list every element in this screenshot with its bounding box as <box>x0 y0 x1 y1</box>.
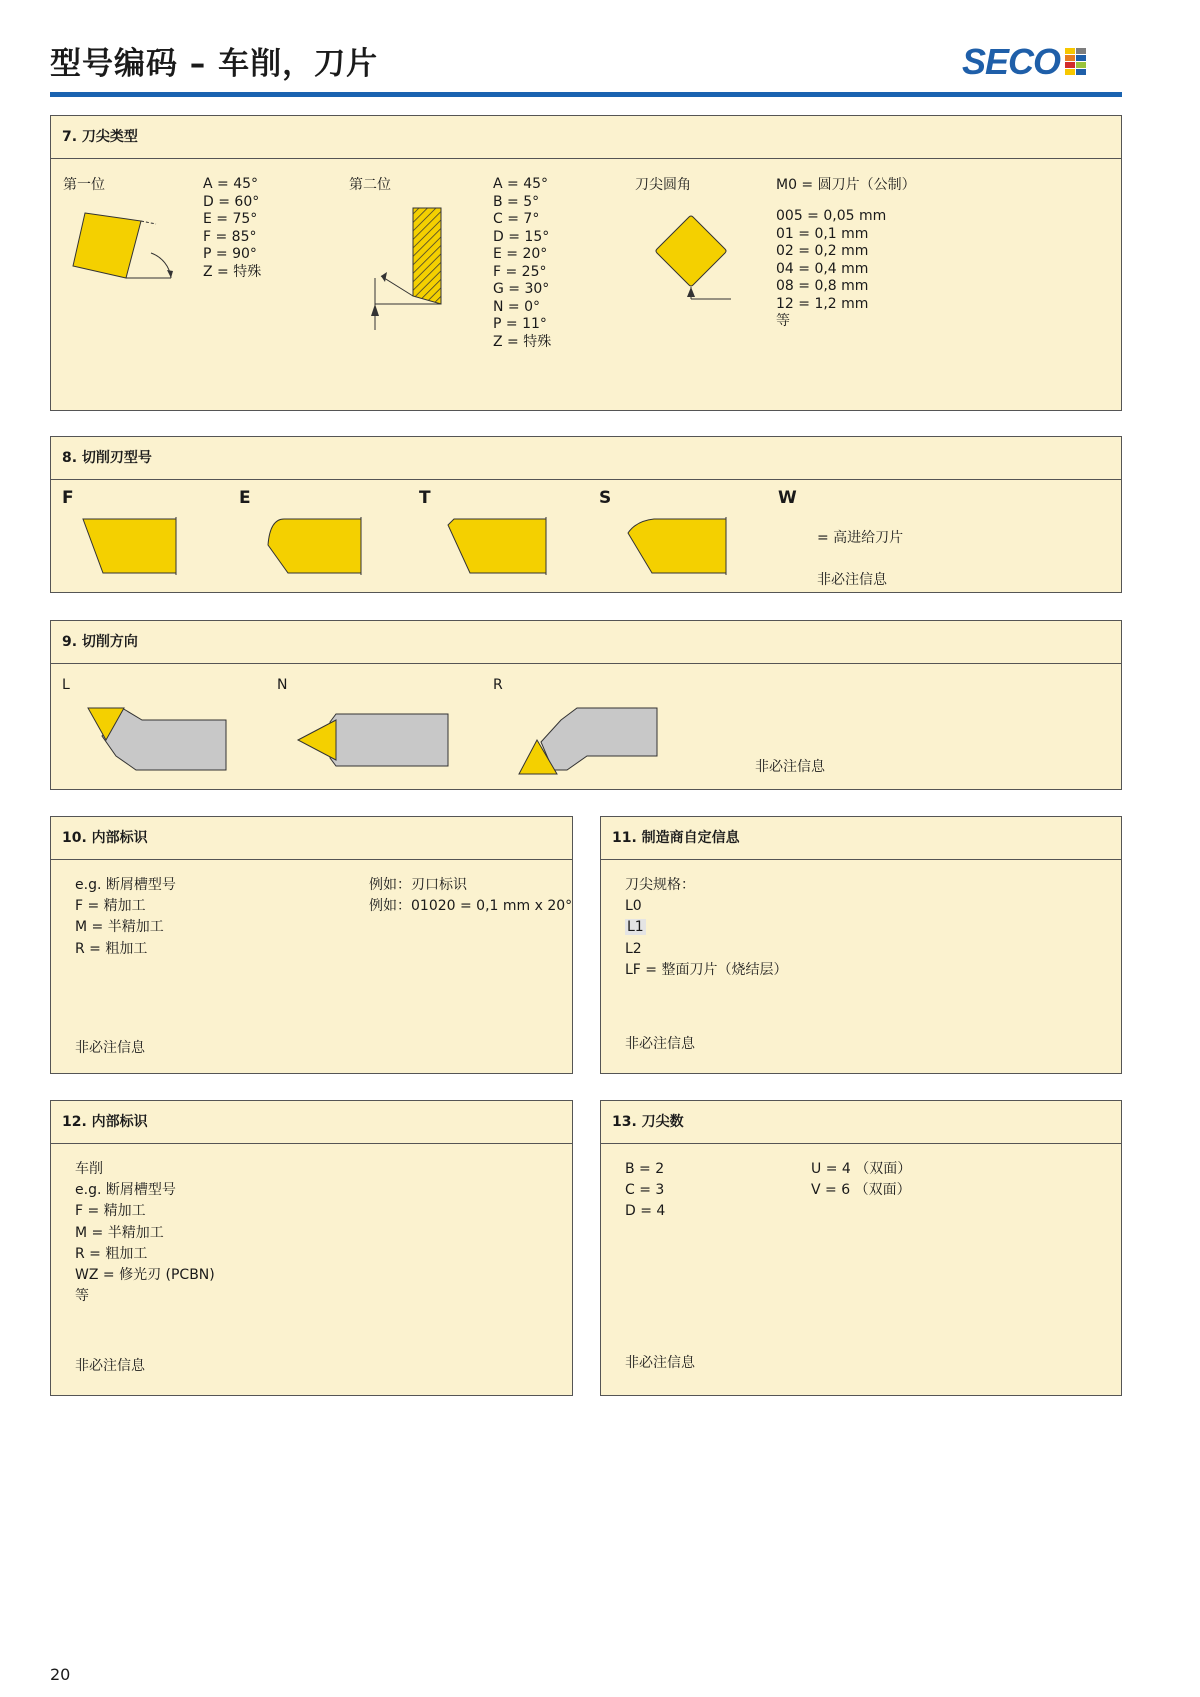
section-9-optional: 非必注信息 <box>755 759 825 775</box>
page-number: 20 <box>50 1665 71 1684</box>
edge-type-w-label: W <box>778 488 797 508</box>
direction-l-label: L <box>62 677 70 693</box>
seco-logo <box>962 41 1087 82</box>
section-10-optional: 非必注信息 <box>75 1040 145 1056</box>
section-11-manufacturer-info <box>600 816 1122 1074</box>
section-12-list: 车削 e.g. 断屑槽型号 F = 精加工 M = 半精加工 R = 粗加工 WZ = 修光刃 (PCBN) 等 <box>75 1161 215 1305</box>
first-position-label: 第一位 <box>63 177 105 193</box>
first-position-list: A = 45° D = 60° E = 75° F = 85° P = 90° Z = 特殊 <box>203 176 262 280</box>
second-position-clearance-figure <box>361 206 481 336</box>
nose-radius-title: M0 = 圆刀片（公制） <box>776 177 916 193</box>
section-13-optional: 非必注信息 <box>625 1355 695 1371</box>
section-7-title: 7. 刀尖类型 <box>51 116 1121 159</box>
section-12-title: 12. 内部标识 <box>51 1101 572 1144</box>
direction-r-figure <box>517 706 667 776</box>
direction-l-figure <box>86 706 236 776</box>
page-title: 型号编码 – 车削，刀片 <box>50 46 379 82</box>
section-13-right-list: U = 4 （双面） V = 6 （双面） <box>811 1161 912 1199</box>
section-12-optional: 非必注信息 <box>75 1358 145 1374</box>
section-10-title: 10. 内部标识 <box>51 817 572 860</box>
section-8-title: 8. 切削刃型号 <box>51 437 1121 480</box>
section-9-title: 9. 切削方向 <box>51 621 1121 664</box>
section-7-tip-type <box>50 115 1122 411</box>
first-position-insert-figure <box>71 211 181 291</box>
edge-type-f-label: F <box>62 488 74 508</box>
edge-type-e-label: E <box>239 488 251 508</box>
edge-type-s-label: S <box>599 488 612 508</box>
section-10-examples: 例如：刃口标识 例如：01020 = 0,1 mm x 20° <box>369 877 573 915</box>
edge-type-s-figure <box>626 517 731 577</box>
edge-type-w-description: = 高进给刀片 <box>817 530 904 546</box>
section-11-optional: 非必注信息 <box>625 1036 695 1052</box>
edge-type-f-figure <box>81 517 181 577</box>
section-11-title: 11. 制造商自定信息 <box>601 817 1121 860</box>
direction-r-label: R <box>493 677 503 693</box>
title-rule <box>50 92 1122 97</box>
nose-radius-label: 刀尖圆角 <box>635 177 691 193</box>
direction-n-figure <box>296 706 456 776</box>
section-12-internal-id <box>50 1100 573 1396</box>
edge-type-t-figure <box>446 517 551 577</box>
second-position-label: 第二位 <box>349 177 391 193</box>
logo-squares-icon <box>1065 48 1087 76</box>
edge-type-e-figure <box>266 517 366 577</box>
section-9-direction <box>50 620 1122 790</box>
section-10-list: e.g. 断屑槽型号 F = 精加工 M = 半精加工 R = 粗加工 <box>75 877 176 957</box>
section-11-list: 刀尖规格： L0 L1 L2 LF = 整面刀片（烧结层） <box>625 877 788 978</box>
logo-wordmark: SECO <box>962 41 1061 82</box>
section-13-tip-count <box>600 1100 1122 1396</box>
direction-n-label: N <box>277 677 288 693</box>
nose-radius-list: 005 = 0,05 mm 01 = 0,1 mm 02 = 0,2 mm 04 = 0,4 mm 08 = 0,8 mm 12 = 1,2 mm 等 <box>776 208 887 329</box>
section-13-left-list: B = 2 C = 3 D = 4 <box>625 1161 666 1220</box>
section-8-optional: 非必注信息 <box>817 572 887 588</box>
section-13-title: 13. 刀尖数 <box>601 1101 1121 1144</box>
section-10-internal-id <box>50 816 573 1074</box>
nose-radius-insert-figure <box>651 211 761 311</box>
second-position-list: A = 45° B = 5° C = 7° D = 15° E = 20° F = 25° G = 30° N = 0° P = 11° Z = 特殊 <box>493 176 552 350</box>
section-8-edge-type <box>50 436 1122 593</box>
edge-type-t-label: T <box>419 488 431 508</box>
